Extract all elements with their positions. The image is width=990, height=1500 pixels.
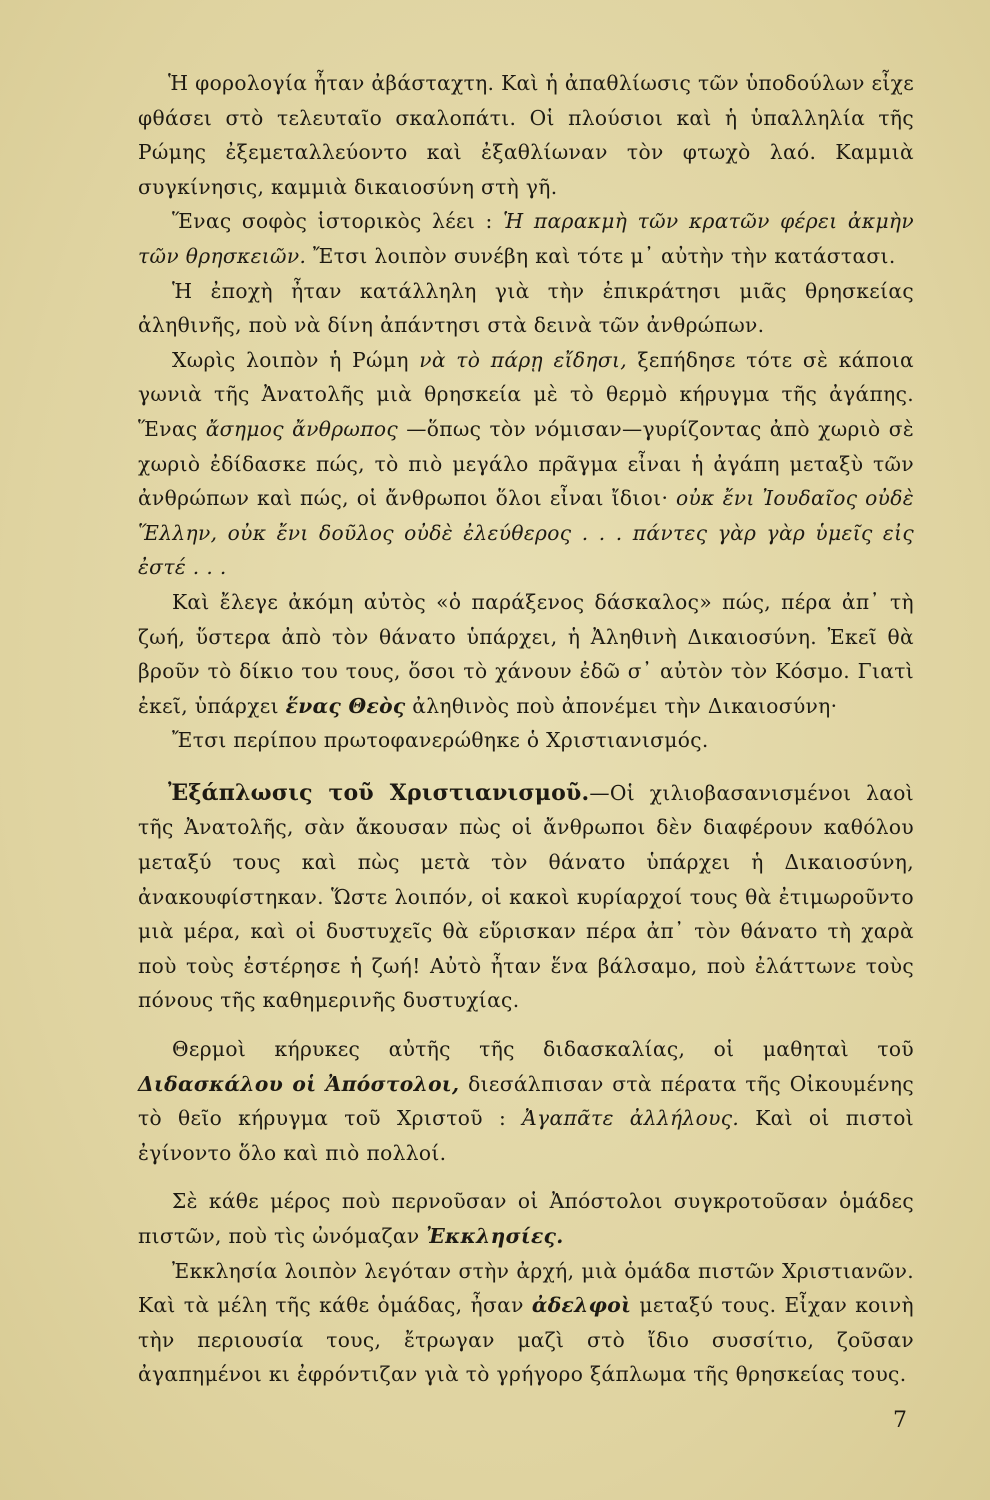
- paragraph-spread: Ἐξάπλωσις τοῦ Χριστιανισμοῦ.—Οἱ χιλιοβασανισμένοι λαοὶ τῆς Ἀνατολῆς, σὰν ἄκουσαν πὼς οἱ ἄνθρωποι δὲν διαφέρουν καθόλου μεταξύ τους καὶ πὼς μετὰ τὸν θάνατο ὑπάρχει ἡ Δικαιοσύνη, ἀνακουφίστηκαν. Ὥστε λοιπόν, οἱ κακοὶ κυρίαρχοί τους θὰ ἐτιμωροῦντο μιὰ μέρα, καὶ οἱ δυστυχεῖς θὰ εὕρισκαν πέρα ἀπ᾽ τὸν θάνατο τὴ χαρὰ ποὺ τοὺς ἐστέρησε ἡ ζωή! Αὐτὸ ἦταν ἕνα βάλσαμο, ποὺ ἐλάττωνε τοὺς πόνους τῆς καθημερινῆς δυστυχίας.: [138, 779, 914, 1013]
- section-heading: Ἐξάπλωσις τοῦ Χριστιανισμοῦ.: [168, 779, 590, 806]
- paragraph-brethren: Ἐκκλησία λοιπὸν λεγόταν στὴν ἀρχή, μιὰ ὁμάδα πιστῶν Χριστιανῶν. Καὶ τὰ μέλη τῆς κάθε ὁμάδας, ἦσαν ἀδελφοὶ μεταξύ τους. Εἶχαν κοινὴ τὴν περιουσία τους, ἔτρωγαν μαζὶ στὸ ἴδιο συσσίτιο, ζοῦσαν ἀγαπημένοι κι ἐφρόντιζαν γιὰ τὸ γρήγορο ξάπλωμα τῆς θρησκείας τους.: [138, 1258, 915, 1387]
- paragraph-churches: Σὲ κάθε μέρος ποὺ περνοῦσαν οἱ Ἀπόστολοι συγκροτοῦσαν ὁμάδες πιστῶν, ποὺ τὶς ὠνόμαζαν Ἐκκλησίες.: [138, 1189, 914, 1248]
- page-body: [138, 66, 914, 1392]
- paragraph-teaching: Χωρὶς λοιπὸν ἡ Ρώμη νὰ τὸ πάρῃ εἴδησι, ξεπήδησε τότε σὲ κάποια γωνιὰ τῆς Ἀνατολῆς μιὰ θρησκεία μὲ τὸ θερμὸ κήρυγμα τῆς ἀγάπης. Ἕνας ἄσημος ἄνθρωπος —ὅπως τὸν νόμισαν—γυρίζοντας ἀπὸ χωριὸ σὲ χωριὸ ἐδίδασκε πώς, τὸ πιὸ μεγάλο πρᾶγμα εἶναι ἡ ἀγάπη μεταξὺ τῶν ἀνθρώπων καὶ πώς, οἱ ἄνθρωποι ὅλοι εἶναι ἴδιοι· οὐκ ἔνι Ἰουδαῖος οὐδὲ Ἕλλην, οὐκ ἔνι δοῦλος οὐδὲ ἐλεύθερος . . . πάντες γὰρ γὰρ ὑμεῖς εἰς ἐστέ . . .: [138, 347, 915, 580]
- historian-quote: Ἡ παρακμὴ τῶν κρατῶν φέρει ἀκμὴν τῶν θρησκειῶν.: [138, 209, 914, 268]
- paragraph-apostles: Θερμοὶ κήρυκες αὐτῆς τῆς διδασκαλίας, οἱ μαθηταὶ τοῦ Διδασκάλου οἱ Ἀπόστολοι, διεσάλπισαν στὰ πέρατα τῆς Οἰκουμένης τὸ θεῖο κήρυγμα τοῦ Χριστοῦ : Ἀγαπᾶτε ἀλλήλους. Καὶ οἱ πιστοὶ ἐγίνοντο ὅλο καὶ πιὸ πολλοί.: [138, 1037, 914, 1165]
- scripture-quote: οὐκ ἔνι Ἰουδαῖος οὐδὲ Ἕλλην, οὐκ ἔνι δοῦλος οὐδὲ ἐλεύθερος . . . πάντες γὰρ γὰρ ὑμεῖς εἰς ἐστέ . . .: [138, 486, 914, 580]
- paragraph-historian-quote: Ἕνας σοφὸς ἱστορικὸς λέει : Ἡ παρακμὴ τῶν κρατῶν φέρει ἀκμὴν τῶν θρησκειῶν. Ἔτσι λοιπὸν συνέβη καὶ τότε μ᾽ αὐτὴν τὴν κατάστασι.: [138, 209, 914, 268]
- paragraph-origin: Ἔτσι περίπου πρωτοφανερώθηκε ὁ Χριστιανισμός.: [172, 728, 709, 753]
- paragraph-era: Ἡ ἐποχὴ ἦταν κατάλληλη γιὰ τὴν ἐπικράτησι μιᾶς θρησκείας ἀληθινῆς, ποὺ νὰ δίνη ἀπάντησι στὰ δεινὰ τῶν ἀνθρώπων.: [138, 278, 914, 338]
- paragraph-justice: Καὶ ἔλεγε ἀκόμη αὐτὸς «ὁ παράξενος δάσκαλος» πώς, πέρα ἀπ᾽ τὴ ζωή, ὕστερα ἀπὸ τὸν θάνατο ὑπάρχει, ἡ Ἀληθινὴ Δικαιοσύνη. Ἐκεῖ θὰ βροῦν τὸ δίκιο του τους, ὅσοι τὸ χάνουν ἐδῶ σ᾽ αὐτὸν τὸν Κόσμο. Γιατὶ ἐκεῖ, ὑπάρχει ἕνας Θεὸς ἀληθινὸς ποὺ ἀπονέμει τὴν Δικαιοσύνη·: [138, 589, 914, 718]
- paragraph-taxation: Ἡ φορολογία ἦταν ἀβάσταχτη. Καὶ ἡ ἀπαθλίωσις τῶν ὑποδούλων εἶχε φθάσει στὸ τελευταῖο σκαλοπάτι. Οἱ πλούσιοι καὶ ἡ ὑπαλληλία τῆς Ρώμης ἐξεμεταλλεύοντο καὶ ἐξαθλίωναν τὸν φτωχὸ λαό. Καμμιὰ συγκίνησις, καμμιὰ δικαιοσύνη στὴ γῆ.: [138, 71, 914, 199]
- page-number: 7: [893, 1408, 907, 1433]
